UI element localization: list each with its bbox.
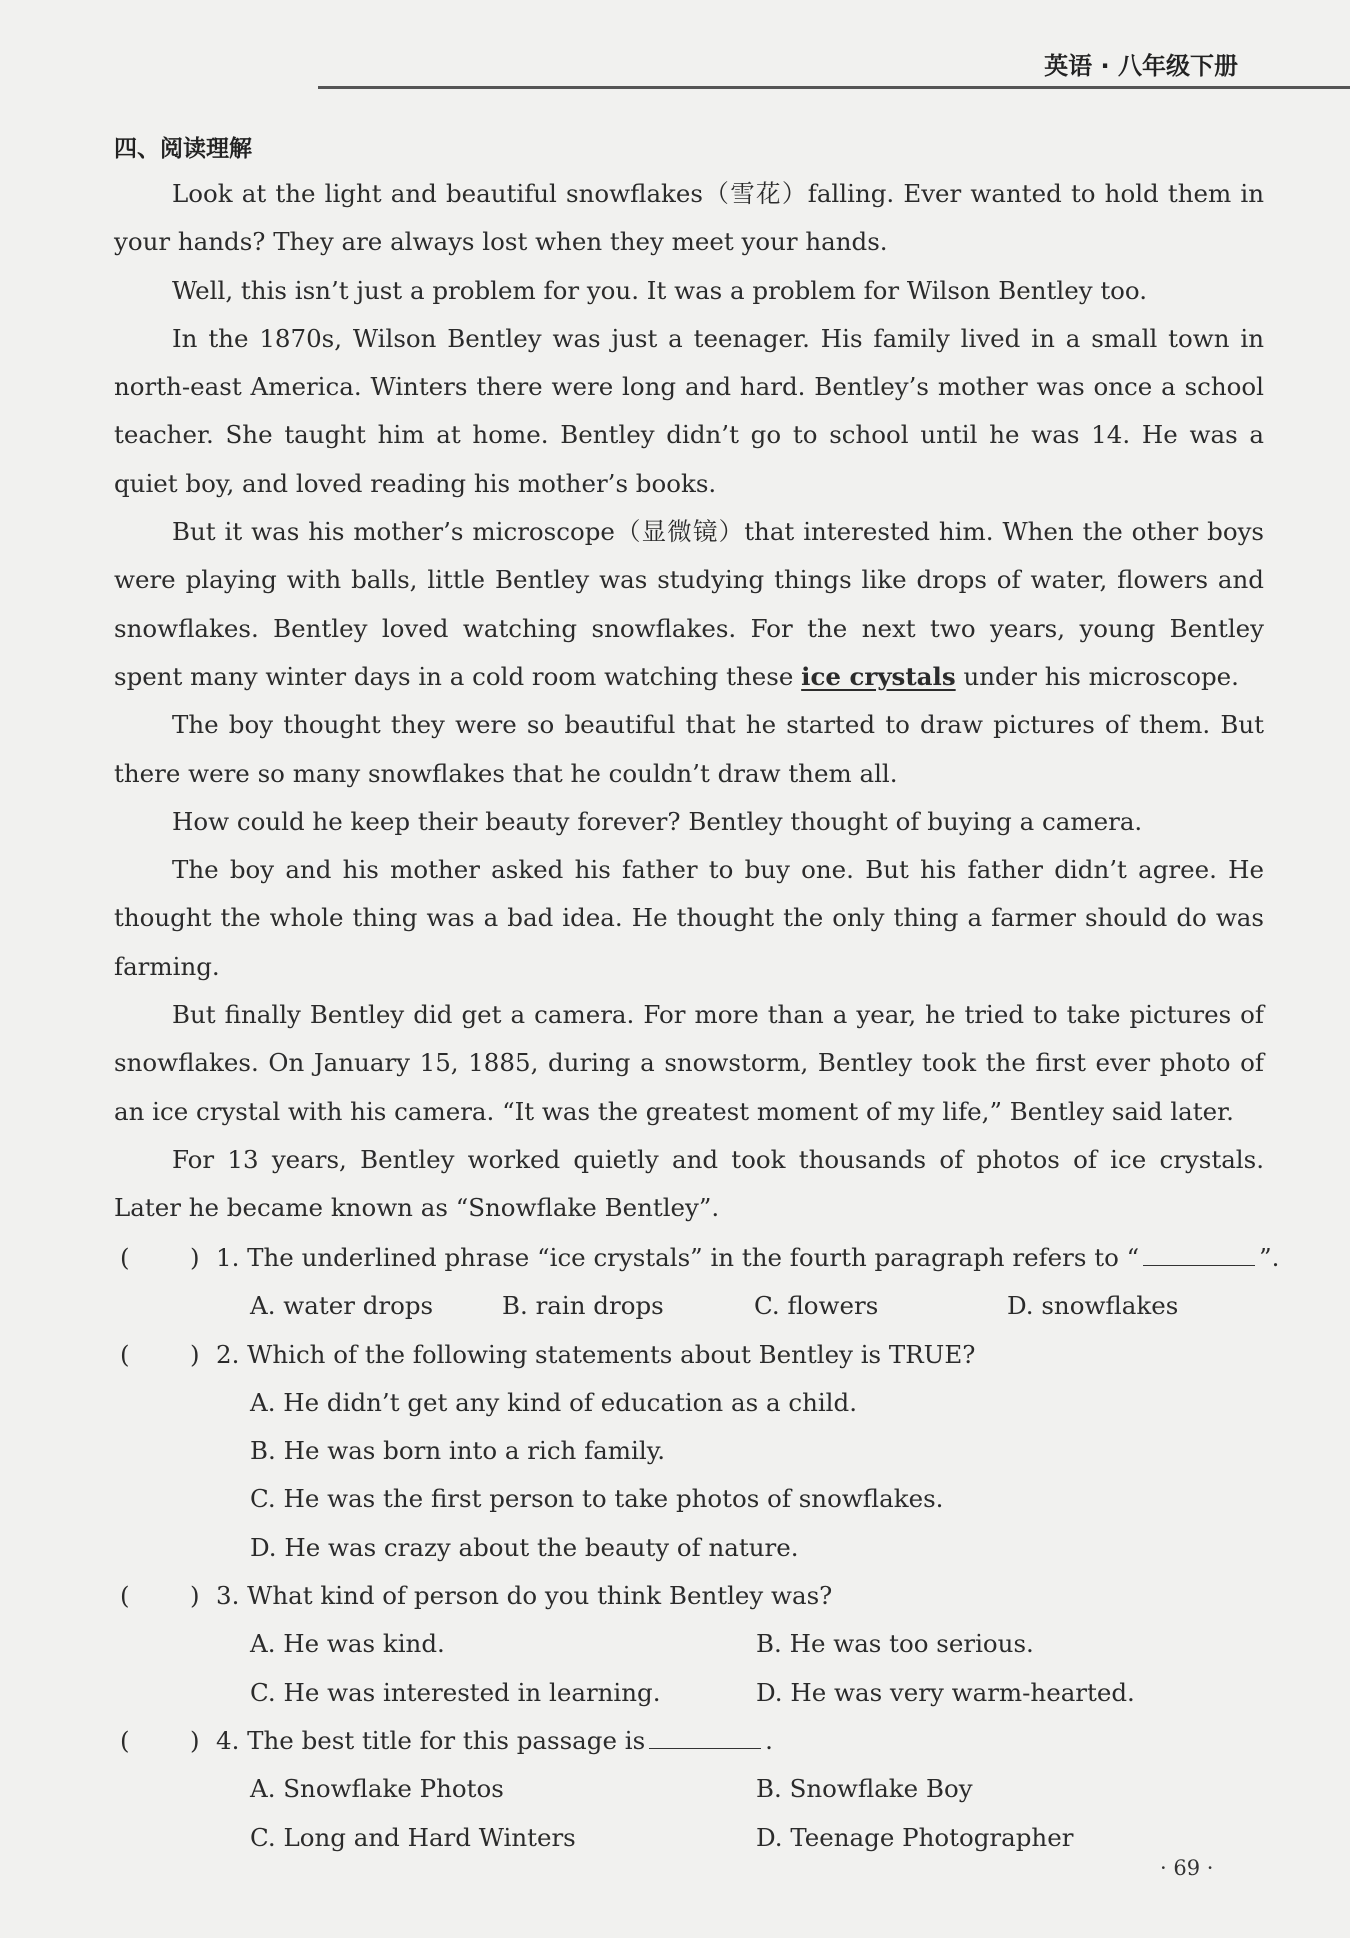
option-c: C. He was the first person to take photos of snowflakes. [250, 1484, 944, 1514]
question-1-options [114, 1282, 1264, 1330]
paragraph-2: Well, this isn’t just a problem for you. It was a problem for Wilson Bentley too. [172, 275, 1148, 305]
option-c: C. flowers [754, 1291, 879, 1321]
option-c: C. Long and Hard Winters [250, 1822, 576, 1852]
paragraph-8: But finally Bentley did get a camera. For more than a year, he tried to take pictures of snowflakes. On January 15, 1885, during a snowstorm, Bentley took the first ever photo of an ice crystal with his camera. “It was the greatest moment of my life,” Bentley said later. [114, 1000, 1264, 1126]
paragraph-3: In the 1870s, Wilson Bentley was just a teenager. His family lived in a small town in north-east America. Winters there were long and hard. Bentley’s mother was once a school teacher. She taught him at home. Bentley didn’t go to school until he was 14. He was a quiet boy, and loved reading his mother’s books. [114, 323, 1264, 498]
header-title: 英语 · 八年级下册 [1044, 52, 1238, 80]
paragraph-9: For 13 years, Bentley worked quietly and took thousands of photos of ice crystals. Later he became known as “Snowflake Bentley”. [114, 1144, 1264, 1223]
question-3-stem: 3. What kind of person do you think Bentley was? [216, 1581, 833, 1611]
page-number: · 69 · [1160, 1856, 1214, 1880]
option-b: B. He was too serious. [756, 1629, 1034, 1659]
section-title: 四、阅读理解 [114, 136, 252, 162]
question-3 [114, 1572, 1264, 1620]
paragraph-5: The boy thought they were so beautiful that he started to draw pictures of them. But there were so many snowflakes that he couldn’t draw them all. [114, 710, 1264, 788]
question-1-stem-end: ”. [1259, 1243, 1280, 1272]
option-b: B. Snowflake Boy [756, 1774, 973, 1804]
answer-paren-close: ) [190, 1581, 200, 1611]
answer-blank[interactable] [1143, 1245, 1255, 1266]
option-d: D. He was very warm-hearted. [756, 1677, 1135, 1707]
option-a: A. He was kind. [250, 1629, 445, 1659]
answer-paren-close: ) [190, 1339, 200, 1369]
answer-paren-open: ( [120, 1725, 130, 1755]
answer-paren-open: ( [120, 1339, 130, 1369]
option-b: B. rain drops [502, 1291, 664, 1321]
paragraph-4 [114, 508, 1264, 701]
paragraph-1: Look at the light and beautiful snowflakes（雪花）falling. Ever wanted to hold them in your hands? They are always lost when they meet your hands. [114, 179, 1264, 257]
answer-blank[interactable] [649, 1728, 761, 1749]
paragraph-4-text-after: under his microscope. [963, 661, 1239, 691]
option-b: B. He was born into a rich family. [250, 1436, 666, 1466]
answer-paren-close: ) [190, 1725, 200, 1755]
question-1-stem: 1. The underlined phrase “ice crystals” in the fourth paragraph refers to “ [216, 1243, 1140, 1272]
question-2 [114, 1331, 1264, 1379]
option-a: A. He didn’t get any kind of education as a child. [250, 1387, 857, 1417]
question-4 [114, 1717, 1264, 1765]
answer-paren-open: ( [120, 1581, 130, 1611]
paragraph-7: The boy and his mother asked his father to buy one. But his father didn’t agree. He thought the whole thing was a bad idea. He thought the only thing a farmer should do was farming. [114, 855, 1264, 981]
option-d: D. Teenage Photographer [756, 1822, 1074, 1852]
question-4-stem: 4. The best title for this passage is [216, 1725, 646, 1755]
option-d: D. He was crazy about the beauty of nature. [250, 1532, 799, 1562]
option-d: D. snowflakes [1007, 1291, 1179, 1321]
questions-section [114, 1234, 1280, 1862]
question-4-stem-end: . [765, 1725, 773, 1755]
answer-paren-open: ( [120, 1243, 130, 1272]
reading-passage [114, 170, 1264, 1233]
option-a: A. Snowflake Photos [250, 1774, 504, 1804]
question-2-stem: 2. Which of the following statements about Bentley is TRUE? [216, 1339, 976, 1369]
underlined-phrase: ice crystals [801, 661, 956, 691]
option-c: C. He was interested in learning. [250, 1677, 661, 1707]
paragraph-6: How could he keep their beauty forever? Bentley thought of buying a camera. [172, 806, 1143, 836]
question-1 [114, 1234, 1280, 1282]
answer-paren-close: ) [190, 1243, 200, 1272]
option-a: A. water drops [250, 1291, 434, 1321]
paragraph-4-text-before: But it was his mother’s microscope（显微镜）that interested him. When the other boys were playing with balls, little Bentley was studying things like drops of water, flowers and snowflakes. Bentley loved watching snowflakes. For the next two years, young Bentley spent many winter days in a cold room watching these [114, 517, 1264, 691]
header-divider [318, 86, 1350, 89]
